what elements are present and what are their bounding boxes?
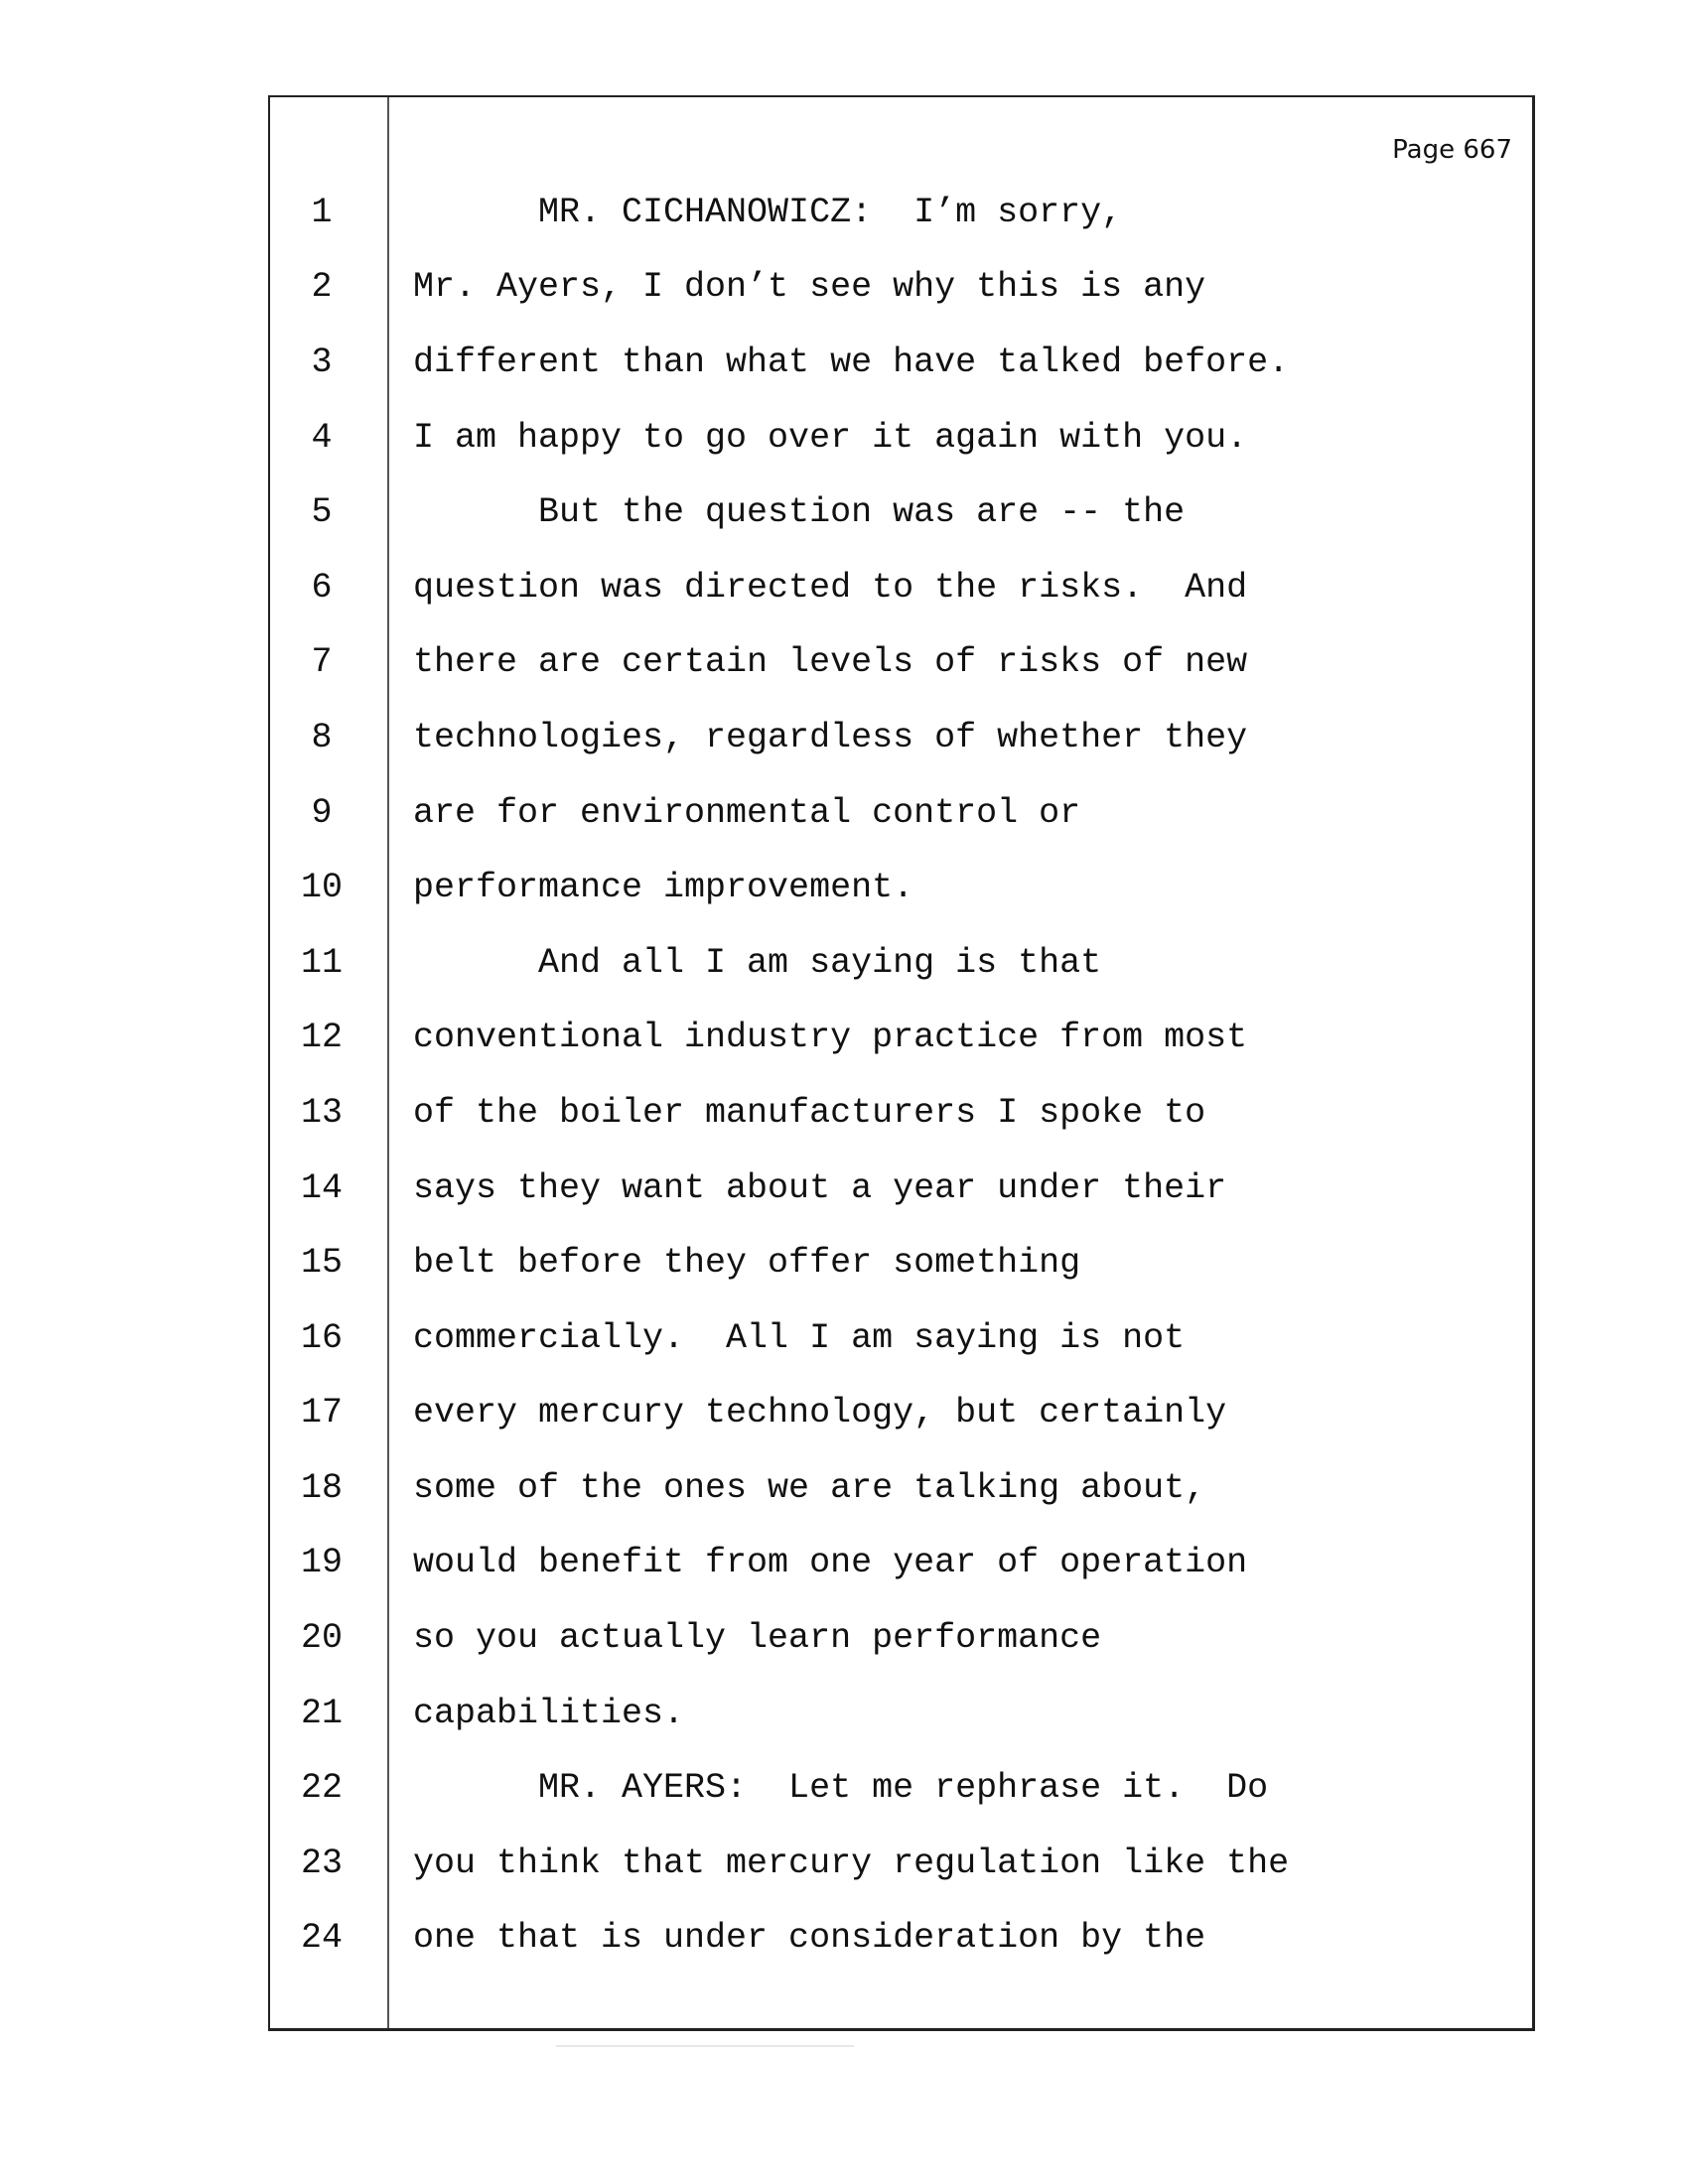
line-number: 5 xyxy=(311,492,333,533)
transcript-line xyxy=(270,475,1532,550)
line-number: 14 xyxy=(300,1167,343,1208)
transcript-line xyxy=(270,1526,1532,1601)
transcript-line xyxy=(270,325,1532,400)
line-number: 1 xyxy=(311,192,333,232)
line-number: 19 xyxy=(300,1543,343,1583)
line-number: 22 xyxy=(300,1768,343,1809)
line-text: Mr. Ayers, I don’t see why this is any xyxy=(413,267,1206,308)
line-text: MR. AYERS: Let me rephrase it. Do xyxy=(413,1768,1269,1809)
line-text: belt before they offer something xyxy=(413,1243,1081,1284)
line-number: 7 xyxy=(311,642,333,683)
line-number: 21 xyxy=(300,1693,343,1733)
line-text: conventional industry practice from most xyxy=(413,1018,1248,1058)
transcript-line xyxy=(270,1075,1532,1151)
line-text: there are certain levels of risks of new xyxy=(413,642,1248,683)
line-number: 10 xyxy=(300,868,343,908)
line-number: 2 xyxy=(311,267,333,308)
line-number: 17 xyxy=(300,1393,343,1433)
transcript-line xyxy=(270,1600,1532,1676)
line-number: 6 xyxy=(311,567,333,608)
line-text: And all I am saying is that xyxy=(413,942,1102,983)
transcript-line xyxy=(270,1901,1532,1977)
line-number: 9 xyxy=(311,792,333,833)
transcript-line xyxy=(270,1376,1532,1451)
transcript-line xyxy=(270,1750,1532,1826)
line-text: of the boiler manufacturers I spoke to xyxy=(413,1092,1206,1133)
line-text: one that is under consideration by the xyxy=(413,1918,1206,1959)
transcript-line xyxy=(270,550,1532,625)
line-number: 13 xyxy=(300,1092,343,1133)
line-number: 8 xyxy=(311,717,333,757)
transcript-line xyxy=(270,1151,1532,1226)
line-text: question was directed to the risks. And xyxy=(413,567,1248,608)
transcript-line xyxy=(270,1676,1532,1751)
line-number: 23 xyxy=(300,1843,343,1883)
transcript-line xyxy=(270,1826,1532,1901)
line-text: says they want about a year under their xyxy=(413,1167,1227,1208)
line-text: different than what we have talked before. xyxy=(413,341,1290,382)
line-text: some of the ones we are talking about, xyxy=(413,1467,1206,1508)
transcript-lines xyxy=(270,175,1532,1976)
line-number: 18 xyxy=(300,1467,343,1508)
line-number: 24 xyxy=(300,1918,343,1959)
line-text: you think that mercury regulation like the xyxy=(413,1843,1290,1883)
line-number: 4 xyxy=(311,417,333,458)
line-number: 16 xyxy=(300,1317,343,1358)
line-text: would benefit from one year of operation xyxy=(413,1543,1248,1583)
line-text: MR. CICHANOWICZ: I’m sorry, xyxy=(413,192,1123,232)
transcript-line xyxy=(270,925,1532,1001)
line-text: capabilities. xyxy=(413,1693,685,1733)
line-number: 3 xyxy=(311,341,333,382)
line-text: are for environmental control or xyxy=(413,792,1081,833)
transcript-page xyxy=(268,95,1535,2031)
transcript-line xyxy=(270,1225,1532,1300)
scan-artifact xyxy=(556,2045,854,2047)
line-text: technologies, regardless of whether they xyxy=(413,717,1248,757)
line-text: I am happy to go over it again with you. xyxy=(413,417,1248,458)
line-text: so you actually learn performance xyxy=(413,1618,1102,1659)
line-text: performance improvement. xyxy=(413,868,914,908)
transcript-line xyxy=(270,700,1532,775)
line-text: every mercury technology, but certainly xyxy=(413,1393,1227,1433)
line-number: 12 xyxy=(300,1018,343,1058)
transcript-line xyxy=(270,1300,1532,1376)
transcript-line xyxy=(270,775,1532,851)
line-number: 20 xyxy=(300,1618,343,1659)
transcript-line xyxy=(270,250,1532,326)
transcript-line xyxy=(270,175,1532,250)
line-number: 11 xyxy=(300,942,343,983)
transcript-line xyxy=(270,850,1532,925)
transcript-line xyxy=(270,1450,1532,1526)
line-text: commercially. All I am saying is not xyxy=(413,1317,1186,1358)
transcript-line xyxy=(270,625,1532,701)
transcript-line xyxy=(270,1001,1532,1076)
transcript-line xyxy=(270,400,1532,476)
line-number: 15 xyxy=(300,1243,343,1284)
line-text: But the question was are -- the xyxy=(413,492,1186,533)
page-number: Page 667 xyxy=(1392,135,1512,165)
